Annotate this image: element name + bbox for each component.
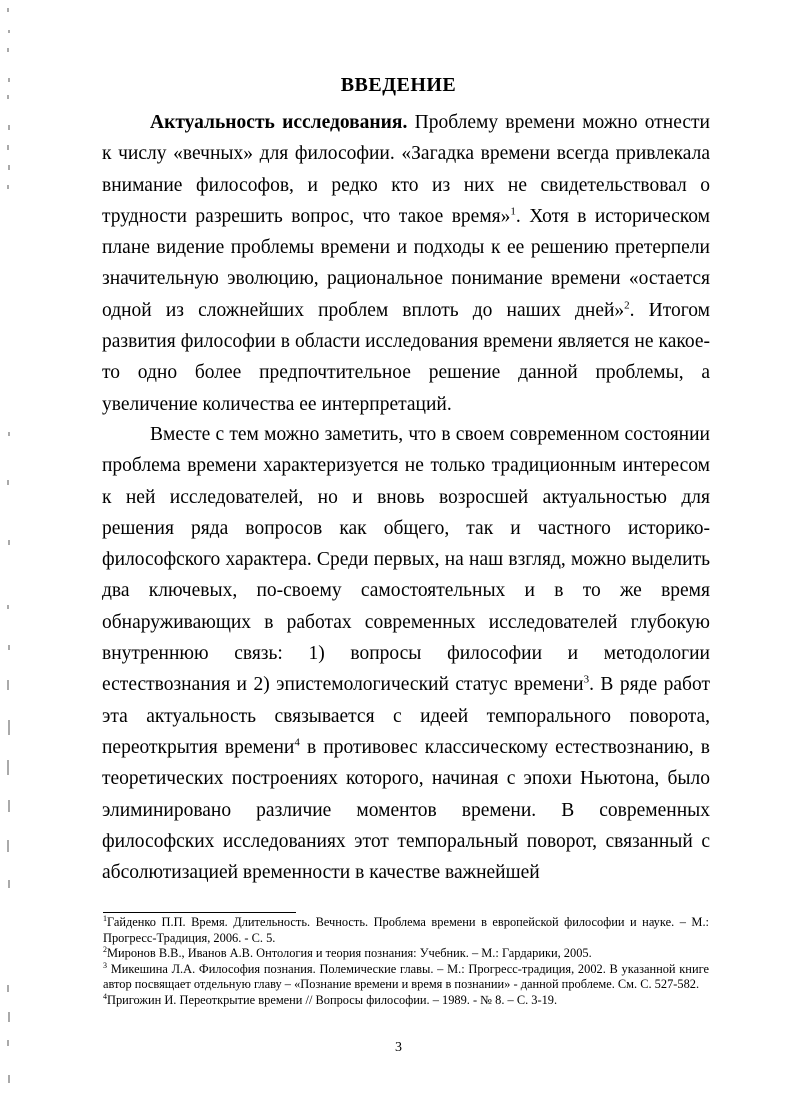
paragraph2-text-c: в противовес классическому естествознанию, в теоретических построениях которого, начиная с эпохи Ньютона, было элиминировано различие моментов времени. В современных философских исследованиях этот темпоральный поворот, связанный с абсолютизацией временности в качестве важнейшей <box>102 736 710 884</box>
footnote-ref-2[interactable]: 2 <box>624 299 630 312</box>
page-title: ВВЕДЕНИЕ <box>340 74 457 96</box>
footnote-text: Пригожин И. Переоткрытие времени // Вопросы философии. – 1989. - № 8. – С. 3-19. <box>107 992 558 1007</box>
paragraph2-text-a: Вместе с тем можно заметить, что в своем современном состоянии проблема времени характеризуется не только традиционным интересом к ней исследователей, но и вновь возросшей актуальностью для решения ряда вопросов как общего, так и частного историко-философского характера. Среди первых, на наш взгляд, можно выделить два ключевых, по-своему самостоятельных и в то же время обнаруживающих в работах современных исследователей глубокую внутреннюю связь: 1) вопросы философии и методологии естествознания и 2) эпистемологический статус времени <box>102 424 710 696</box>
footnote-text: Микешина Л.А. Философия познания. Полемические главы. – М.: Прогресс-традиция, 2002. В указанной книге автор посвящает отдельную главу – «Познание времени и время в познании» - данной проблеме. См. С. 527-582. <box>103 961 709 992</box>
footnote-item <box>103 993 709 1009</box>
footnote-item <box>103 962 709 993</box>
page-number: 3 <box>395 1040 402 1055</box>
paragraph1-text-c: . Итогом развития философии в области исследования времени является не какое-то одно более предпочтительное решение данной проблемы, а увеличение количества ее интерпретаций. <box>102 299 711 415</box>
footnote-ref-4[interactable]: 4 <box>294 736 300 749</box>
footnote-text: Гайденко П.П. Время. Длительность. Вечность. Проблема времени в европейской философии и науке. – М.: Прогресс-Традиция, 2006. - С. 5. <box>103 915 709 945</box>
footnote-number: 4 <box>103 991 107 1001</box>
footnote-ref-3[interactable]: 3 <box>583 673 590 686</box>
footnote-ref-1[interactable]: 1 <box>510 205 516 218</box>
footnote-text: Миронов В.В., Иванов А.В. Онтология и теория познания: Учебник. – М.: Гардарики, 2005. <box>107 946 592 961</box>
footnote-divider <box>103 912 296 913</box>
paragraph2-text-b: . В ряде работ эта актуальность связывается с идеей темпорального поворота, переоткрытия времени <box>102 674 710 758</box>
paragraph1-text-a: Проблему времени можно отнести к числу «вечных» для философии. «Загадка времени всегда привлекала внимание философов, и редко кто из них не свидетельствовал о трудности разрешить вопрос, что такое время» <box>102 112 710 227</box>
footnote-number: 2 <box>103 945 107 955</box>
scan-edge-marks <box>0 0 14 1098</box>
paragraph-relevance <box>102 107 710 420</box>
relevance-lead: Актуальность исследования. <box>150 112 408 133</box>
footnote-number: 1 <box>103 913 107 923</box>
footnotes <box>103 915 709 1009</box>
paragraph1-text-b: . Хотя в историческом плане видение проблемы времени и подходы к ее решению претерпели значительную эволюцию, рациональное понимание времени «остается одной из сложнейших проблем вплоть до наших дней» <box>102 205 711 321</box>
paragraph-context <box>102 419 710 888</box>
footnote-number: 3 <box>103 960 107 970</box>
footnote-item <box>103 915 709 946</box>
footnote-item <box>103 946 709 962</box>
